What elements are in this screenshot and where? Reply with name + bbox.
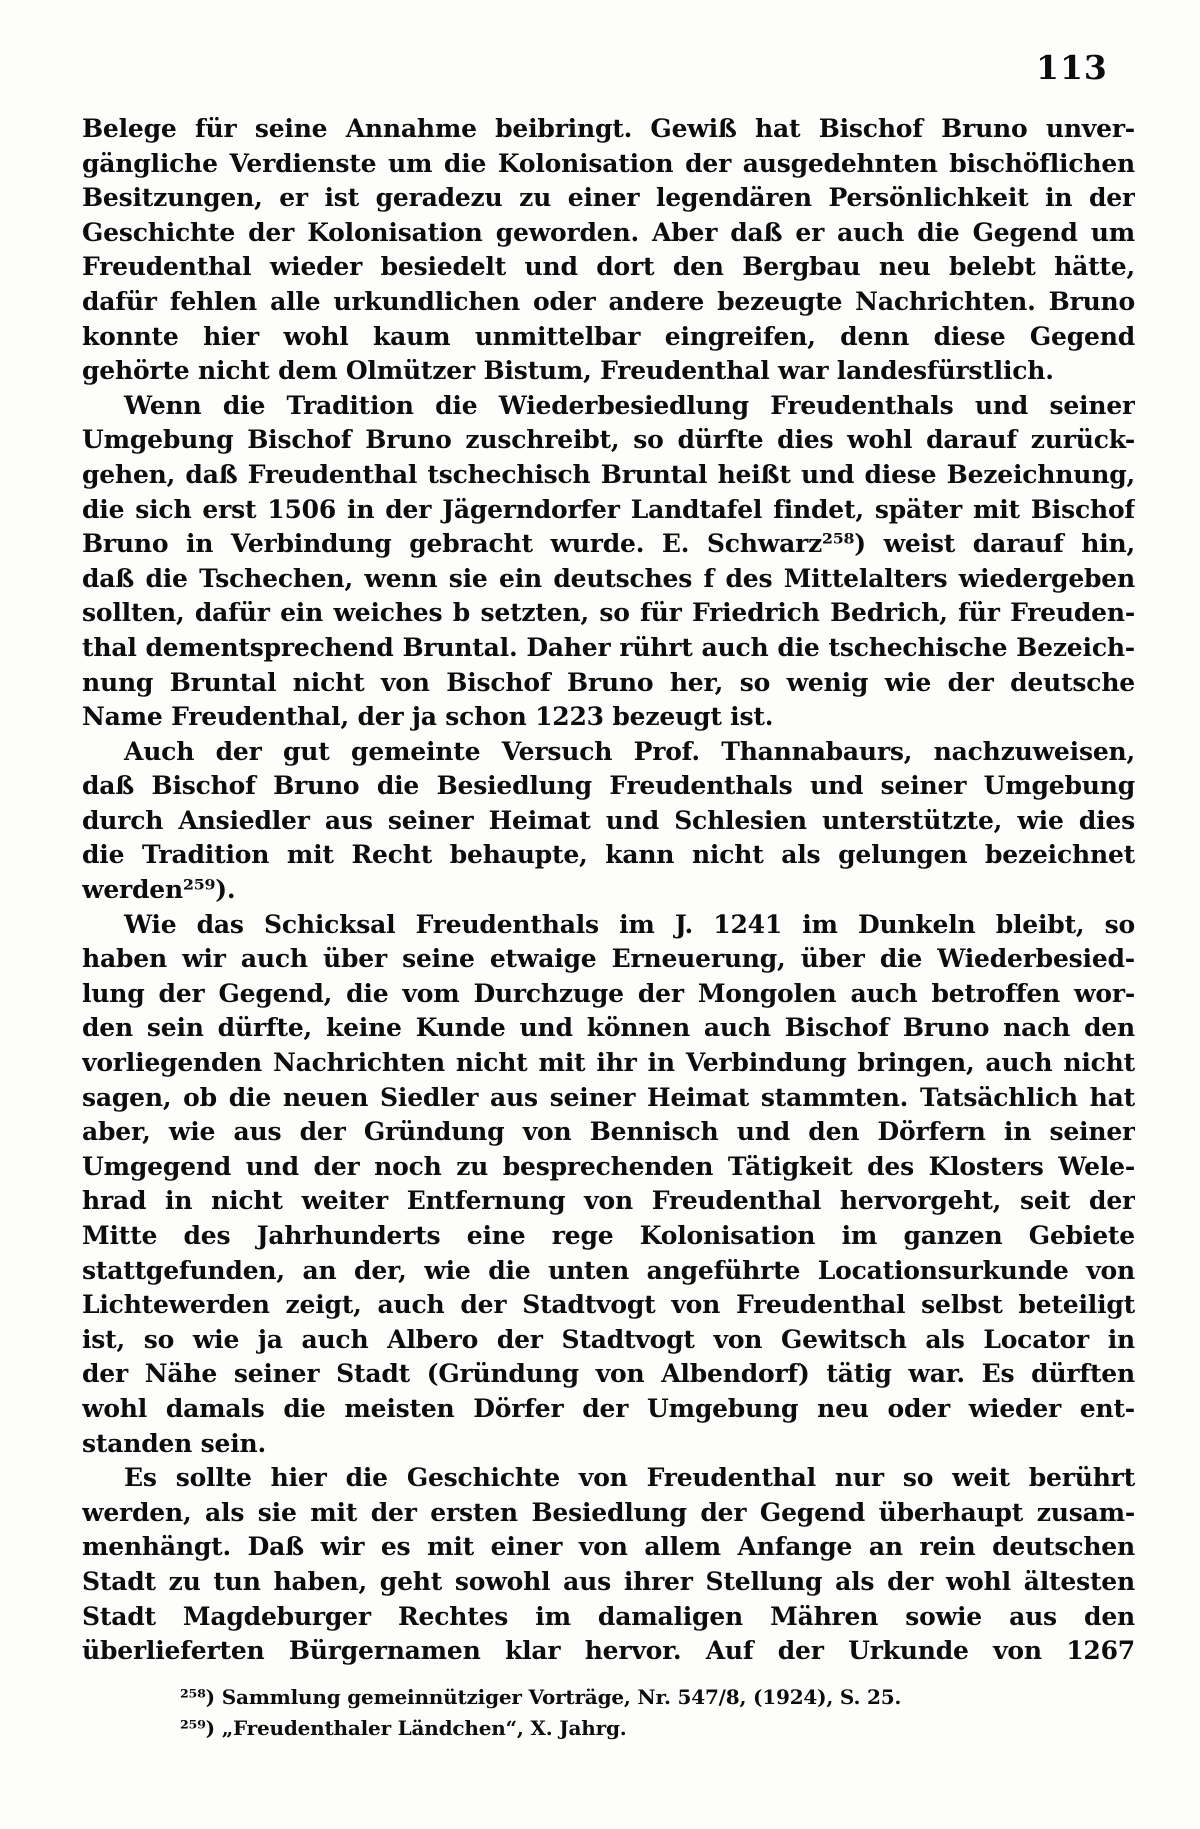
body-line: aber, wie aus der Gründung von Bennisch und den Dörfern in seiner (82, 1117, 1135, 1147)
body-line: werden, als sie mit der ersten Besiedlung der Gegend überhaupt zusam- (82, 1497, 1135, 1527)
body-line: nung Bruntal nicht von Bischof Bruno her, so wenig wie der deutsche (82, 667, 1135, 697)
body-line: Belege für seine Annahme beibringt. Gewiß hat Bischof Bruno unver- (82, 114, 1135, 143)
body-line: hrad in nicht weiter Entfernung von Freudenthal hervorgeht, seit der (82, 1186, 1135, 1216)
footnotes (180, 1682, 1080, 1744)
body-line: haben wir auch über seine etwaige Erneuerung, über die Wiederbesied- (82, 944, 1135, 974)
body-line: Stadt zu tun haben, geht sowohl aus ihrer Stellung als der wohl ältesten (82, 1566, 1135, 1596)
body-line: Lichtewerden zeigt, auch der Stadtvogt von Freudenthal selbst beteiligt (82, 1290, 1135, 1320)
body-line: Geschichte der Kolonisation geworden. Aber daß er auch die Gegend um (82, 217, 1135, 247)
body-line: Wenn die Tradition die Wiederbesiedlung Freudenthals und seiner (124, 390, 1135, 420)
body-line: Auch der gut gemeinte Versuch Prof. Thannabaurs, nachzuweisen, (124, 736, 1135, 766)
body-line: daß die Tschechen, wenn sie ein deutsches f des Mittelalters wiedergeben (82, 563, 1135, 593)
body-line: Es sollte hier die Geschichte von Freudenthal nur so weit berührt (124, 1463, 1135, 1493)
body-line: gehörte nicht dem Olmützer Bistum, Freudenthal war landesfürstlich. (82, 356, 1054, 386)
body-line: sagen, ob die neuen Siedler aus seiner Heimat stammten. Tatsächlich hat (82, 1082, 1135, 1112)
body-line: standen sein. (82, 1428, 267, 1458)
body-line: Wie das Schicksal Freudenthals im J. 1241 im Dunkeln bleibt, so (124, 909, 1135, 939)
body-line: ist, so wie ja auch Albero der Stadtvogt von Gewitsch als Locator in (82, 1324, 1135, 1354)
body-line: Umgegend und der noch zu besprechenden Tätigkeit des Klosters Wele- (82, 1151, 1135, 1181)
body-line: Bruno in Verbindung gebracht wurde. E. Schwarz²⁵⁸) weist darauf hin, (82, 529, 1135, 559)
body-line: durch Ansiedler aus seiner Heimat und Schlesien unterstützte, wie dies (82, 805, 1135, 835)
body-line: dafür fehlen alle urkundlichen oder andere bezeugte Nachrichten. Bruno (82, 286, 1135, 316)
body-line: die sich erst 1506 in der Jägerndorfer Landtafel findet, später mit Bischof (82, 494, 1135, 524)
body-line: Mitte des Jahrhunderts eine rege Kolonisation im ganzen Gebiete (82, 1221, 1135, 1250)
body-line: daß Bischof Bruno die Besiedlung Freudenthals und seiner Umgebung (82, 771, 1135, 801)
body-line: sollten, dafür ein weiches b setzten, so für Friedrich Bedrich, für Freuden- (82, 598, 1135, 628)
body-line: menhängt. Daß wir es mit einer von allem Anfange an rein deutschen (82, 1532, 1135, 1562)
body-line: Stadt Magdeburger Rechtes im damaligen Mähren sowie aus den (82, 1601, 1135, 1631)
body-line: vorliegenden Nachrichten nicht mit ihr in Verbindung bringen, auch nicht (82, 1048, 1135, 1078)
body-line: werden²⁵⁹). (82, 875, 236, 905)
body-line: konnte hier wohl kaum unmittelbar eingreifen, denn diese Gegend (82, 321, 1135, 351)
footnote-259: ²⁵⁹) „Freudenthaler Ländchen“, X. Jahrg. (180, 1716, 627, 1740)
body-line: wohl damals die meisten Dörfer der Umgebung neu oder wieder ent- (82, 1393, 1135, 1423)
body-line: gehen, daß Freudenthal tschechisch Bruntal heißt und diese Bezeichnung, (82, 459, 1135, 489)
page-number: 113 (1036, 48, 1108, 87)
body-line: der Nähe seiner Stadt (Gründung von Albendorf) tätig war. Es dürften (82, 1359, 1135, 1389)
body-line: stattgefunden, an der, wie die unten angeführte Locationsurkunde von (82, 1255, 1135, 1285)
body-line: thal dementsprechend Bruntal. Daher rührt auch die tschechische Bezeich- (82, 632, 1135, 662)
body-line: Besitzungen, er ist geradezu zu einer legendären Persönlichkeit in der (82, 183, 1135, 213)
body-line: Name Freudenthal, der ja schon 1223 bezeugt ist. (82, 702, 774, 732)
body-line: überlieferten Bürgernamen klar hervor. Auf der Urkunde von 1267 (82, 1636, 1135, 1666)
body-line: Freudenthal wieder besiedelt und dort den Bergbau neu belebt hätte, (82, 252, 1135, 282)
body-text (82, 112, 1135, 1669)
body-line: lung der Gegend, die vom Durchzuge der Mongolen auch betroffen wor- (82, 978, 1135, 1008)
body-line: gängliche Verdienste um die Kolonisation der ausgedehnten bischöflichen (82, 148, 1135, 178)
body-line: Umgebung Bischof Bruno zuschreibt, so dürfte dies wohl darauf zurück- (82, 425, 1135, 455)
footnote-258: ²⁵⁸) Sammlung gemeinnütziger Vorträge, Nr. 547/8, (1924), S. 25. (180, 1685, 902, 1709)
body-line: den sein dürfte, keine Kunde und können auch Bischof Bruno nach den (82, 1013, 1135, 1043)
body-line: die Tradition mit Recht behaupte, kann nicht als gelungen bezeichnet (82, 840, 1135, 870)
